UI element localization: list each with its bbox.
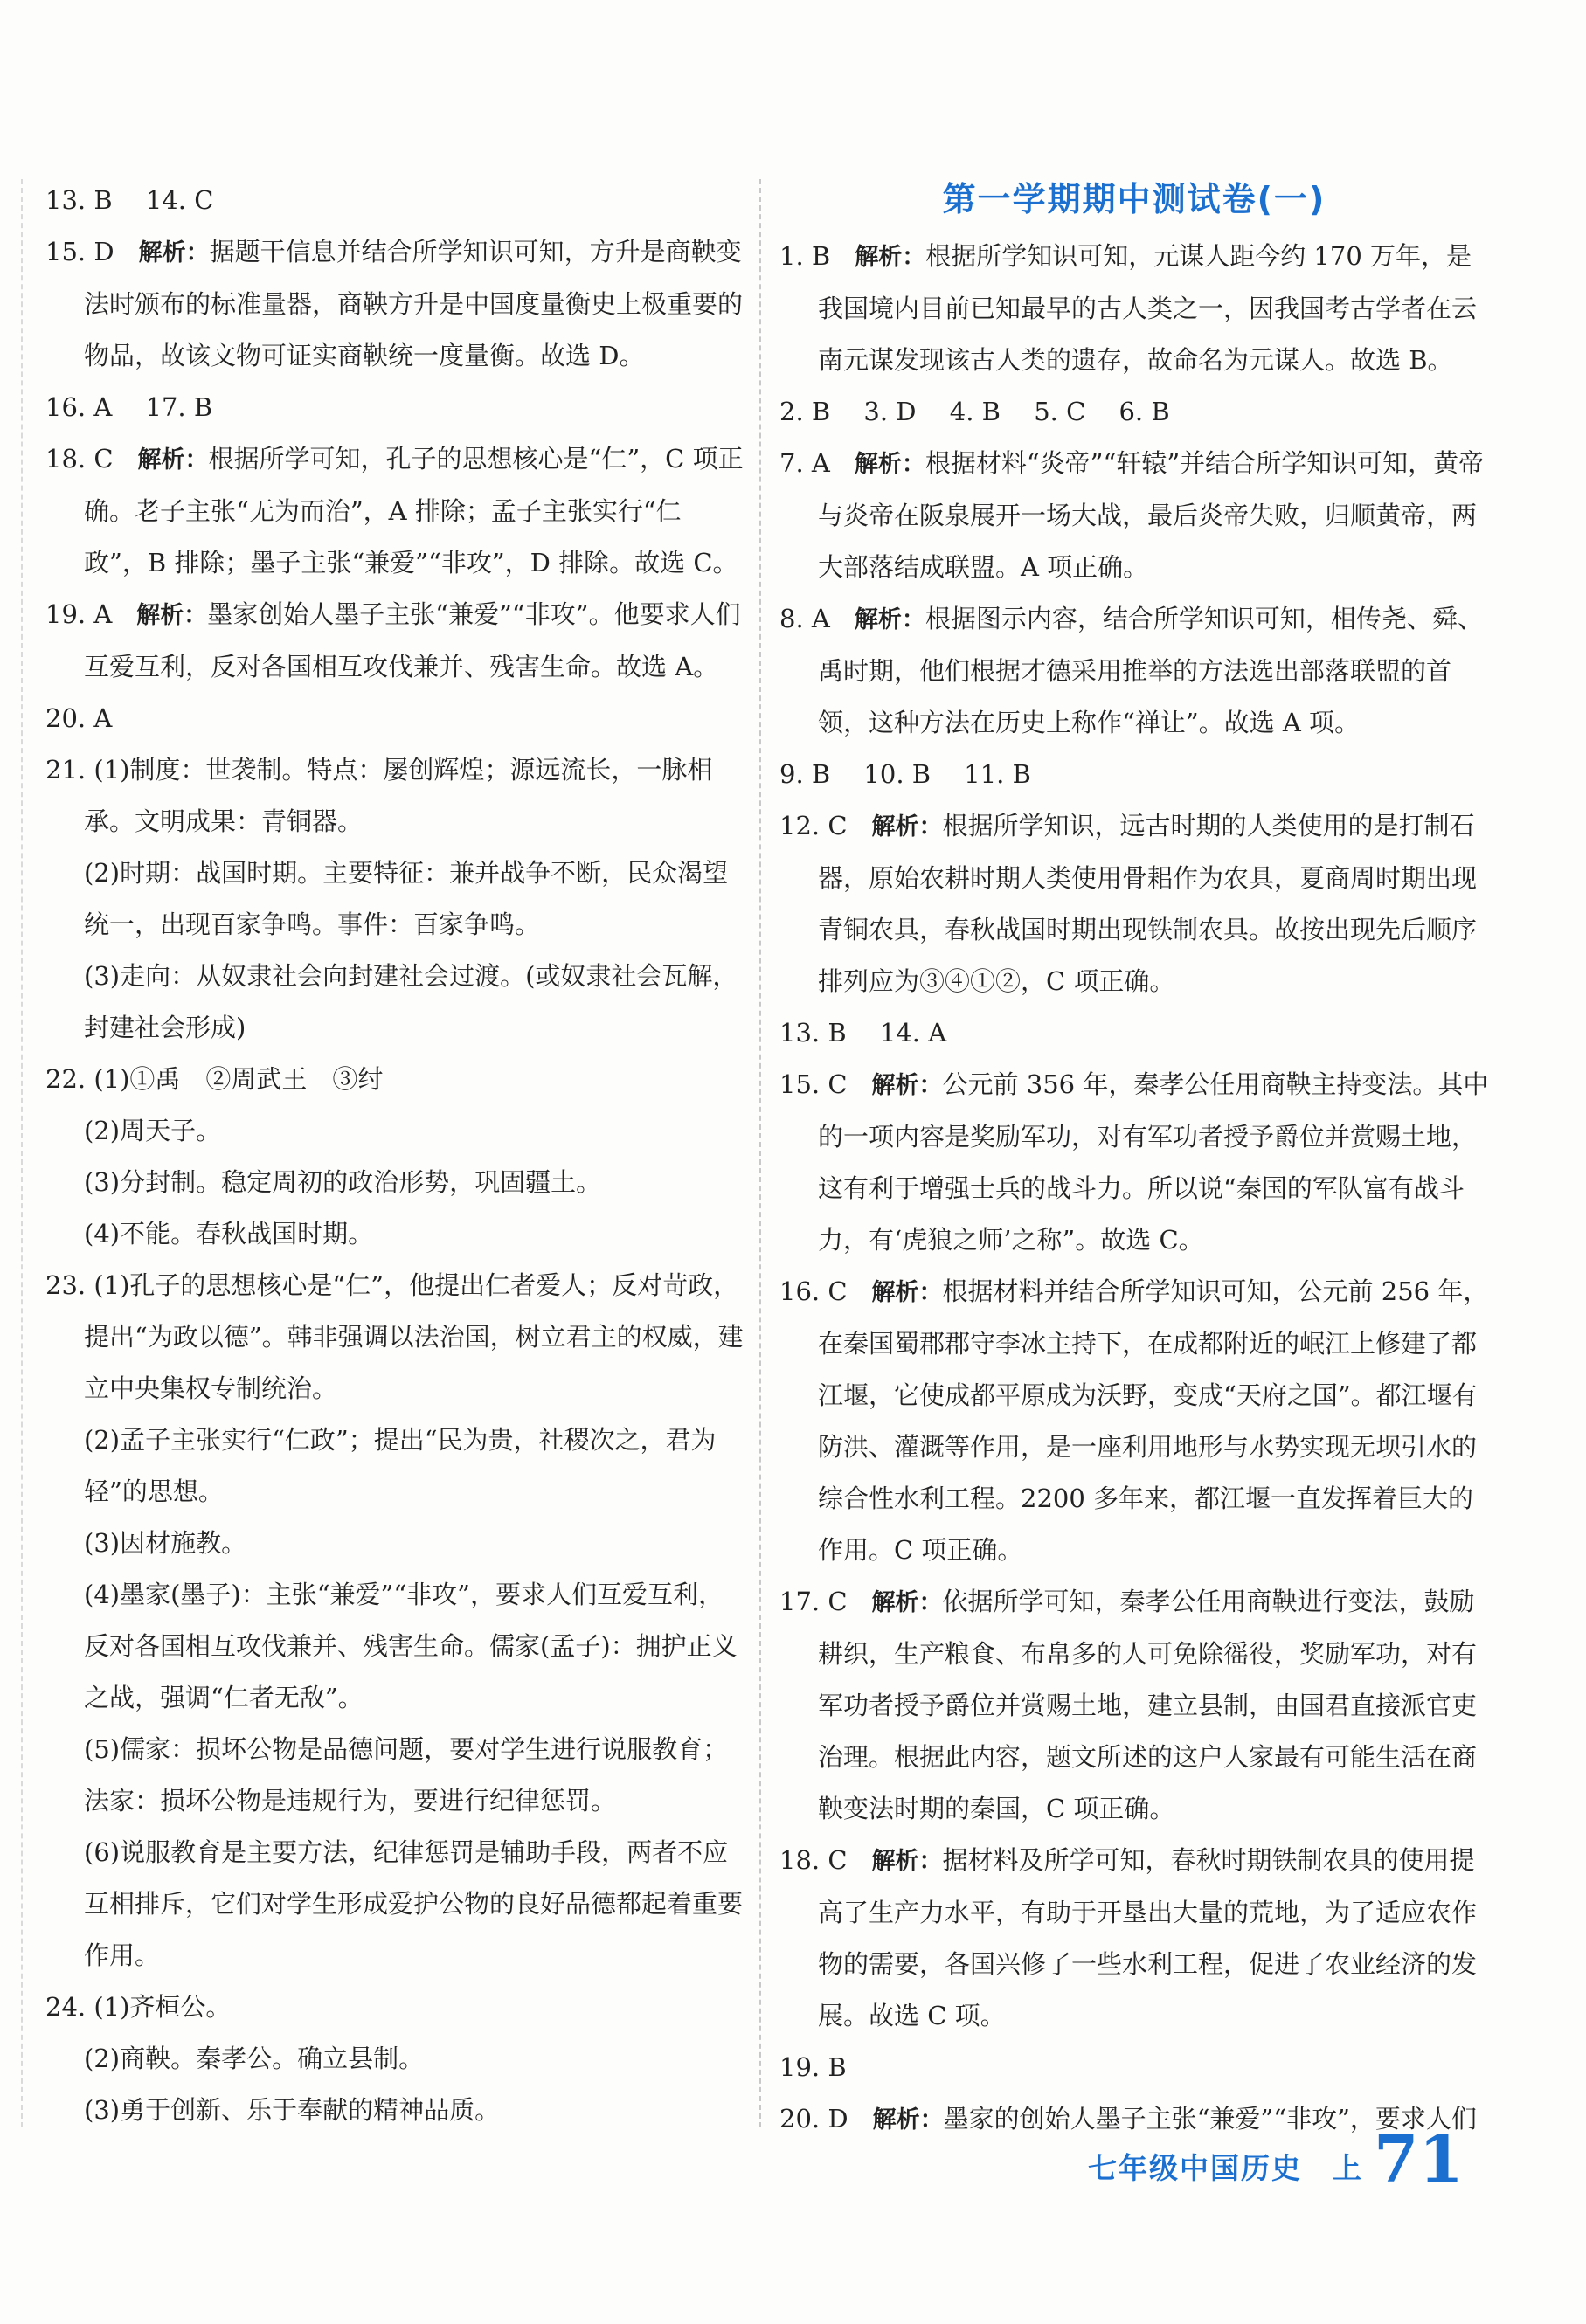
answer-text: 24. (1)齐桓公。 <box>45 1992 232 2022</box>
analysis-label: 解析： <box>854 451 925 478</box>
answer-text: 根据图示内容，结合所学知识可知，相传尧、舜、禹时期，他们根据才德采用推举的方法选出部落联盟的首领，这种方法在历史上称作“禅让”。故选 A 项。 <box>818 604 1483 737</box>
answer-text: (3)走向：从奴隶社会向封建社会过渡。(或奴隶社会瓦解，封建社会形成) <box>84 961 738 1042</box>
answer-number: 1. B <box>779 241 831 271</box>
answer-item <box>45 1260 745 1414</box>
answer-number: 16. C <box>779 1276 848 1306</box>
answer-text: 13. B 14. C <box>45 185 214 215</box>
answer-text: (5)儒家：损坏公物是品德问题，要对学生进行说服教育；法家：损坏公物是违规行为，要进行纪律惩罚。 <box>84 1734 729 1816</box>
answer-text: (3)因材施教。 <box>84 1528 247 1558</box>
answer-subitem <box>45 1569 745 1724</box>
answer-text: (6)说服教育是主要方法，纪律惩罚是辅助手段，两者不应互相排斥，它们对学生形成爱护公物的良好品德都起着重要作用。 <box>84 1837 744 1970</box>
answer-item <box>45 1982 745 2033</box>
answer-item <box>45 744 745 847</box>
answer-item <box>45 589 745 693</box>
answer-text: 根据所学可知，孔子的思想核心是“仁”，C 项正确。老子主张“无为而治”，A 排除；孟子主张实行“仁政”，B 排除；墨子主张“兼爱”“非攻”，D 排除。故选 C。 <box>84 444 744 578</box>
answer-number: 17. C <box>779 1587 848 1616</box>
answer-item <box>779 593 1489 749</box>
answer-text: 墨家创始人墨子主张“兼爱”“非攻”。他要求人们互爱互利，反对各国相互攻伐兼并、残害生命。故选 A。 <box>84 599 741 681</box>
answer-item <box>45 693 745 744</box>
answer-text: (2)周天子。 <box>84 1116 222 1145</box>
left-column <box>45 175 745 2136</box>
answer-item <box>779 1576 1489 1835</box>
answer-subitem <box>45 847 745 951</box>
answer-item <box>45 433 745 589</box>
answer-number: 15. D <box>45 237 114 266</box>
answer-text: 根据所学知识，远古时期的人类使用的是打制石器，原始农耕时期人类使用骨耜作为农具，夏商周时期出现青铜农具，春秋战国时期出现铁制农具。故按出现先后顺序排列应为③④①②，C 项正确。 <box>818 811 1478 996</box>
answer-item <box>779 1007 1489 1059</box>
answer-item <box>45 382 745 433</box>
answer-item <box>779 749 1489 800</box>
answer-text: (2)商鞅。秦孝公。确立县制。 <box>84 2044 425 2073</box>
analysis-label: 解析： <box>871 813 943 840</box>
answer-item <box>45 1054 745 1105</box>
answer-number: 8. A <box>779 604 830 633</box>
analysis-label: 解析： <box>872 2106 944 2134</box>
answer-number: 18. C <box>779 1845 848 1875</box>
answer-subitem <box>45 1827 745 1982</box>
answer-subitem <box>45 1724 745 1827</box>
section-title: 第一学期期中测试卷(一) <box>942 180 1326 218</box>
analysis-label: 解析： <box>136 602 208 629</box>
analysis-label: 解析： <box>871 1848 943 1875</box>
answer-text: 根据材料“炎帝”“轩辕”并结合所学知识可知，黄帝与炎帝在阪泉展开一场大战，最后炎帝失败，归顺黄帝，两大部落结成联盟。A 项正确。 <box>818 448 1485 582</box>
answer-text: 20. A <box>45 703 113 733</box>
answer-text: 16. A 17. B <box>45 392 213 422</box>
answer-text: 19. B <box>779 2052 847 2082</box>
column-divider <box>759 179 761 2127</box>
margin-rule <box>21 179 23 2127</box>
analysis-label: 解析： <box>871 1279 943 1306</box>
answer-number: 18. C <box>45 444 114 474</box>
answer-text: 据材料及所学可知，春秋时期铁制农具的使用提高了生产力水平，有助于开垦出大量的荒地，为了适应农作物的需要，各国兴修了一些水利工程，促进了农业经济的发展。故选 C 项。 <box>818 1845 1478 2030</box>
answer-subitem <box>45 1518 745 1569</box>
answer-text: 墨家的创始人墨子主张“兼爱”“非攻”，要求人们 <box>943 2104 1477 2134</box>
answer-item <box>779 386 1489 438</box>
book-title: 七年级中国历史 上 <box>1088 2151 1364 2185</box>
answer-item <box>45 226 745 382</box>
answer-number: 20. D <box>779 2104 848 2134</box>
answer-text: (3)分封制。稳定周初的政治形势，巩固疆土。 <box>84 1167 602 1197</box>
answer-text: 2. B 3. D 4. B 5. C 6. B <box>779 397 1170 426</box>
answer-text: 根据材料并结合所学知识可知，公元前 256 年，在秦国蜀郡郡守李冰主持下，在成都附近的岷江上修建了都江堰，它使成都平原成为沃野，变成“天府之国”。都江堰有防洪、灌溉等作用，是一座利用地形与水势实现无坝引水的综合性水利工程。2200 多年来，都江堰一直发挥着巨大的作用。C 项正确。 <box>818 1276 1489 1565</box>
answer-text: 据题干信息并结合所学知识可知，方升是商鞅变法时颁布的标准量器，商鞅方升是中国度量衡史上极重要的物品，故该文物可证实商鞅统一度量衡。故选 D。 <box>84 237 744 370</box>
analysis-label: 解析： <box>138 239 210 266</box>
answer-item <box>779 1266 1489 1576</box>
page-number: 71 <box>1374 2122 1464 2197</box>
answer-number: 7. A <box>779 448 830 478</box>
answer-text: (4)墨家(墨子)：主张“兼爱”“非攻”，要求人们互爱互利，反对各国相互攻伐兼并、残害生命。儒家(孟子)：拥护正义之战，强调“仁者无敌”。 <box>84 1580 738 1712</box>
analysis-label: 解析： <box>871 1072 943 1099</box>
answer-text: 22. (1)①禹 ②周武王 ③纣 <box>45 1064 384 1094</box>
answer-number: 15. C <box>779 1069 848 1099</box>
answer-subitem <box>45 951 745 1054</box>
analysis-label: 解析： <box>855 244 926 271</box>
answer-subitem <box>45 1157 745 1208</box>
analysis-label: 解析： <box>854 606 925 633</box>
answer-item <box>779 438 1489 593</box>
answer-subitem <box>45 1105 745 1157</box>
answer-subitem <box>45 1414 745 1518</box>
answer-text: 23. (1)孔子的思想核心是“仁”，他提出仁者爱人；反对苛政，提出“为政以德”。韩非强调以法治国，树立君主的权威，建立中央集权专制统治。 <box>45 1270 744 1403</box>
answer-item <box>779 1059 1489 1266</box>
answer-number: 12. C <box>779 811 848 840</box>
answer-text: (3)勇于创新、乐于奉献的精神品质。 <box>84 2095 501 2125</box>
analysis-label: 解析： <box>871 1589 943 1616</box>
answer-subitem <box>45 2033 745 2085</box>
answer-item <box>779 231 1489 386</box>
answer-text: 根据所学知识可知，元谋人距今约 170 万年，是我国境内目前已知最早的古人类之一，因我国考古学者在云南元谋发现该古人类的遗存，故命名为元谋人。故选 B。 <box>818 241 1478 375</box>
answer-text: 依据所学可知，秦孝公任用商鞅进行变法，鼓励耕织，生产粮食、布帛多的人可免除徭役，奖励军功，对有军功者授予爵位并赏赐土地，建立县制，由国君直接派官吏治理。根据此内容，题文所述的这户人家最有可能生活在商鞅变法时期的秦国，C 项正确。 <box>818 1587 1478 1823</box>
answer-text: (2)时期：战国时期。主要特征：兼并战争不断，民众渴望统一，出现百家争鸣。事件：百家争鸣。 <box>84 858 729 939</box>
answer-item <box>779 2042 1489 2093</box>
answer-number: 19. A <box>45 599 113 629</box>
analysis-label: 解析： <box>137 446 209 474</box>
answer-text: 公元前 356 年，秦孝公任用商鞅主持变法。其中的一项内容是奖励军功，对有军功者授予爵位并赏赐土地，这有利于增强士兵的战斗力。所以说“秦国的军队富有战斗力，有‘虎狼之师’之称”。故选 C。 <box>818 1069 1489 1255</box>
answer-text: 13. B 14. A <box>779 1018 947 1048</box>
right-answers <box>779 231 1489 2146</box>
answer-text: 21. (1)制度：世袭制。特点：屡创辉煌；源远流长，一脉相承。文明成果：青铜器。 <box>45 755 713 836</box>
answer-subitem <box>45 1208 745 1260</box>
answer-text: (4)不能。春秋战国时期。 <box>84 1219 374 1248</box>
page-footer <box>1088 2122 1464 2197</box>
answer-item <box>45 175 745 226</box>
answer-item <box>779 800 1489 1007</box>
answer-subitem <box>45 2085 745 2136</box>
answer-text: 9. B 10. B 11. B <box>779 759 1031 789</box>
answer-text: (2)孟子主张实行“仁政”；提出“民为贵，社稷次之，君为轻”的思想。 <box>84 1425 717 1506</box>
answer-item <box>779 1835 1489 2042</box>
right-column <box>779 175 1489 2146</box>
